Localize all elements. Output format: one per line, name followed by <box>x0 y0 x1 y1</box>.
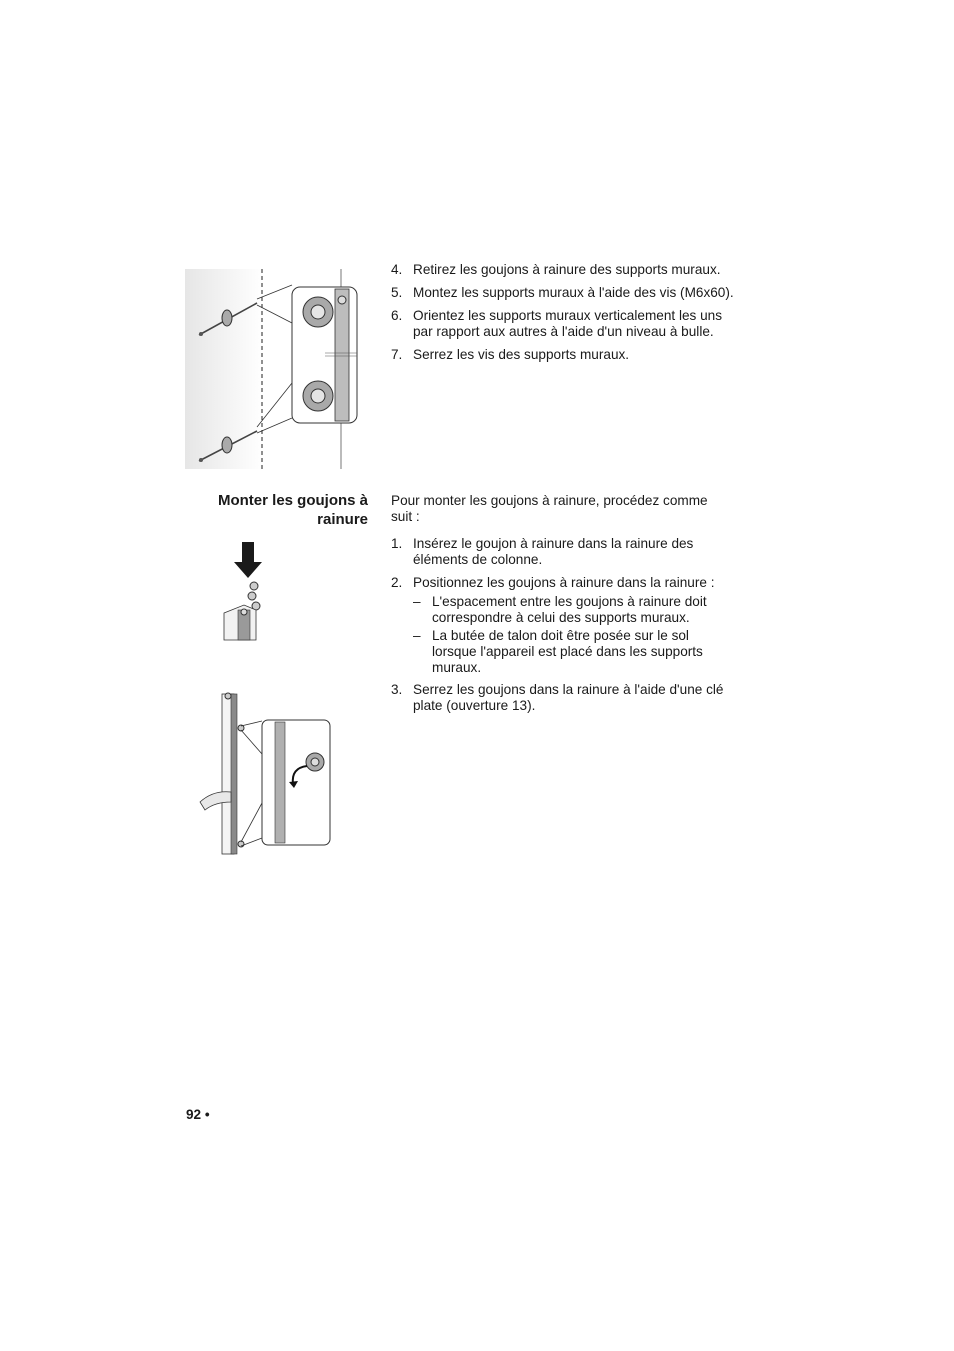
list-item: 4. Retirez les goujons à rainure des supports muraux. <box>391 262 721 277</box>
list-item: 2. Positionnez les goujons à rainure dans la rainure : – L'espacement entre les goujons à rainure doit correspondre à celui des supports muraux. – La butée de talon doit être posée sur le sol lorsque l'appareil est placé dans les supports muraux. <box>391 575 736 676</box>
section-heading: Monter les goujons à rainure <box>217 492 368 528</box>
sub-bullet-list <box>391 594 736 676</box>
insert-bolt-illustration <box>218 540 278 655</box>
tighten-bolts-illustration <box>195 690 345 860</box>
section-steps-list <box>391 536 736 721</box>
page-number: 92 • <box>186 1107 210 1122</box>
wall-bracket-illustration <box>185 263 375 473</box>
top-steps-list <box>391 262 736 370</box>
sub-bullet: – L'espacement entre les goujons à rainure doit correspondre à celui des supports muraux. <box>413 594 707 625</box>
sub-bullet: – La butée de talon doit être posée sur le sol lorsque l'appareil est placé dans les supports muraux. <box>413 628 703 675</box>
list-item: 6. Orientez les supports muraux verticalement les uns par rapport aux autres à l'aide d'un niveau à bulle. <box>391 308 723 339</box>
list-item: 3. Serrez les goujons dans la rainure à l'aide d'une clé plate (ouverture 13). <box>391 682 724 713</box>
list-item: 1. Insérez le goujon à rainure dans la rainure des éléments de colonne. <box>391 536 694 567</box>
section-intro: Pour monter les goujons à rainure, procédez comme suit : <box>391 493 708 524</box>
list-item: 7. Serrez les vis des supports muraux. <box>391 347 630 362</box>
list-item: 5. Montez les supports muraux à l'aide des vis (M6x60). <box>391 285 734 300</box>
